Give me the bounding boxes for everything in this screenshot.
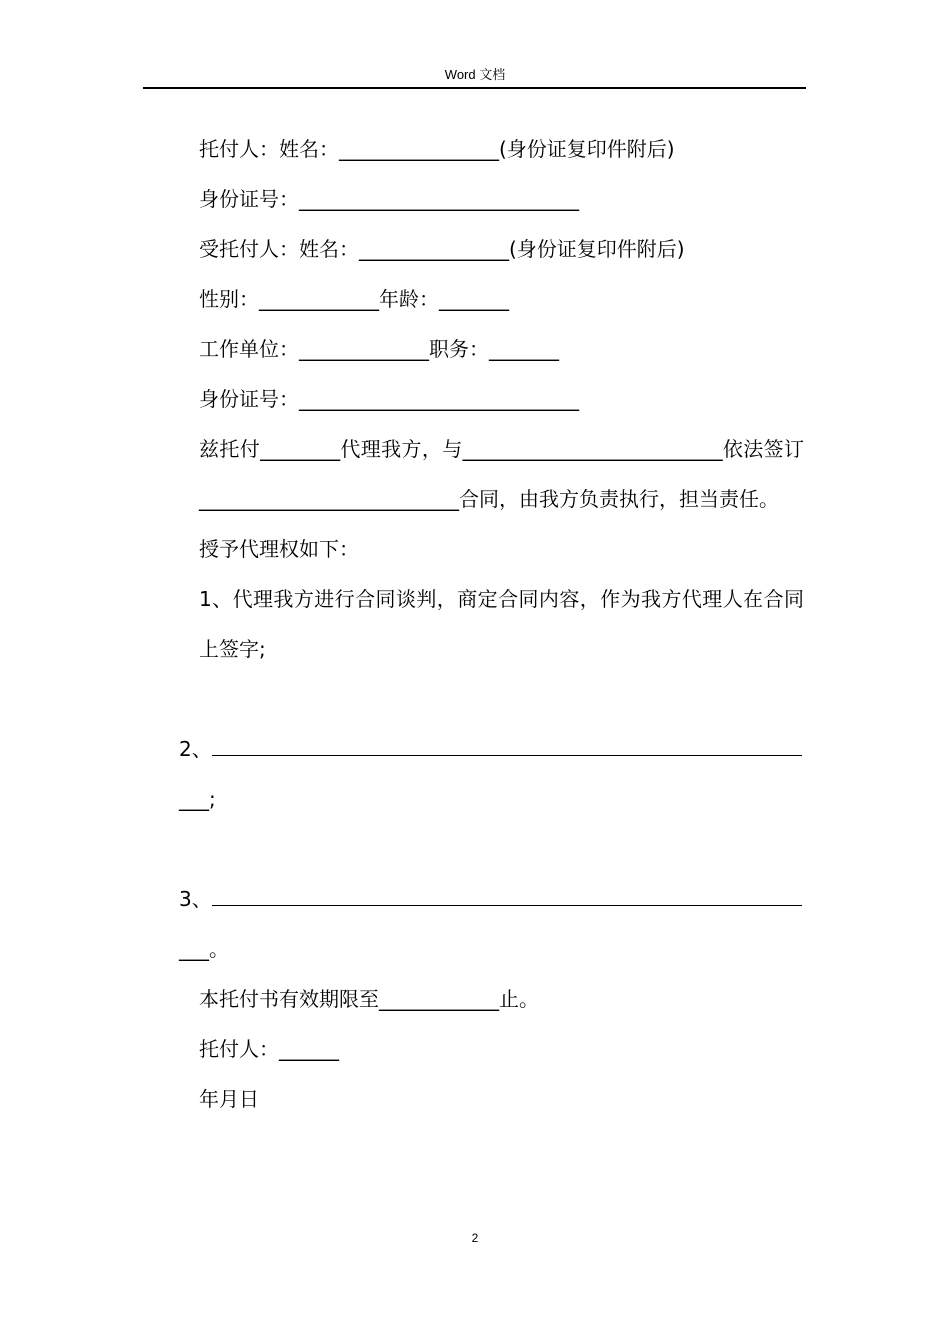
power-item-3-end: ___。: [179, 937, 229, 961]
principal-signature-line: 托付人：______: [199, 1037, 339, 1061]
document-body: [179, 124, 804, 1124]
principal-id-line: 身份证号：____________________________: [199, 187, 579, 211]
blank-spacer: [179, 824, 804, 874]
page-number: 2: [471, 1231, 479, 1245]
power-item-3-number: 3、: [179, 887, 212, 911]
powers-heading: 授予代理权如下：: [199, 537, 359, 561]
power-item-2-blank: [212, 737, 802, 756]
agent-id-line: 身份证号：____________________________: [199, 387, 579, 411]
agent-gender-age-line: 性别：____________年龄：_______: [199, 287, 509, 311]
blank-spacer: [179, 674, 804, 724]
date-line: 年月日: [199, 1087, 259, 1111]
power-item-2: [179, 724, 804, 774]
agent-name-line: 受托付人：姓名：_______________(身份证复印件附后): [199, 237, 685, 261]
header-rule: [143, 87, 806, 89]
power-item-2-number: 2、: [179, 737, 212, 761]
agent-work-unit-line: 工作单位：_____________职务：_______: [199, 337, 559, 361]
authorization-paragraph: 兹托付________代理我方，与__________________________依法签订__________________________合同，由我方负责执行，担当责任。: [199, 437, 804, 511]
principal-name-line: 托付人：姓名：________________(身份证复印件附后): [199, 137, 675, 161]
power-item-3: [179, 874, 804, 924]
page-header: Word 文档: [444, 67, 506, 82]
power-item-2-end: ___;: [179, 787, 216, 811]
power-item-1: 1、代理我方进行合同谈判，商定合同内容，作为我方代理人在合同上签字;: [199, 587, 804, 661]
power-item-3-blank: [212, 887, 802, 906]
validity-period-line: 本托付书有效期限至____________止。: [199, 987, 539, 1011]
